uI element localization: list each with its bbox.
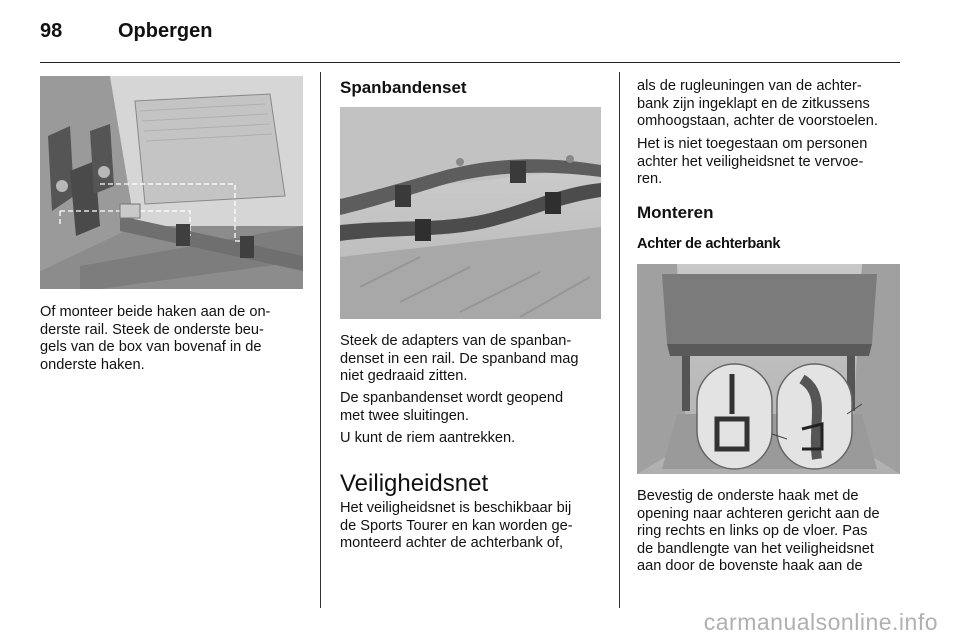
paragraph: U kunt de riem aantrekken. (340, 430, 516, 446)
safety-net-mounting-illustration (637, 264, 900, 474)
page-number: 98 (40, 20, 63, 42)
tension-strap-illustration (340, 107, 601, 319)
section-title: Opbergen (118, 20, 213, 42)
paragraph: De spanbandenset wordt geopend met twee sluitingen. (340, 390, 564, 424)
heading-spanbandenset: Spanbandenset (340, 78, 467, 97)
cargo-hooks-illustration (40, 76, 303, 289)
page-header (40, 16, 900, 63)
paragraph: als de rugleuningen van de achter- bank zijn ingeklapt en de zitkussens omhoogstaan, achter de voorstoelen. (637, 78, 878, 129)
watermark: carmanualsonline.info (703, 609, 938, 635)
heading-veiligheidsnet: Veiligheidsnet (340, 470, 489, 497)
paragraph: Het veiligheidsnet is beschikbaar bij de Sports Tourer en kan worden ge- monteerd achter de achterbank of, (340, 500, 573, 551)
column-divider (320, 72, 321, 608)
paragraph: Steek de adapters van de spanban- denset in een rail. De spanband mag niet gedraaid zitten. (340, 333, 579, 384)
paragraph: Het is niet toegestaan om personen achter het veiligheidsnet te vervoe- ren. (637, 136, 868, 187)
caption-text: Of monteer beide haken aan de on- derste rail. Steek de onderste beu- gels van de box van bovenaf in de onderste haken. (40, 304, 271, 373)
subheading-achter-de-achterbank: Achter de achterbank (637, 236, 781, 252)
paragraph: Bevestig de onderste haak met de opening naar achteren gericht aan de ring rechts en links op de vloer. Pas de bandlengte van het veiligheidsnet aan door de bovenste haak aan de (637, 488, 880, 574)
column-divider (619, 72, 620, 608)
heading-monteren: Monteren (637, 203, 714, 222)
